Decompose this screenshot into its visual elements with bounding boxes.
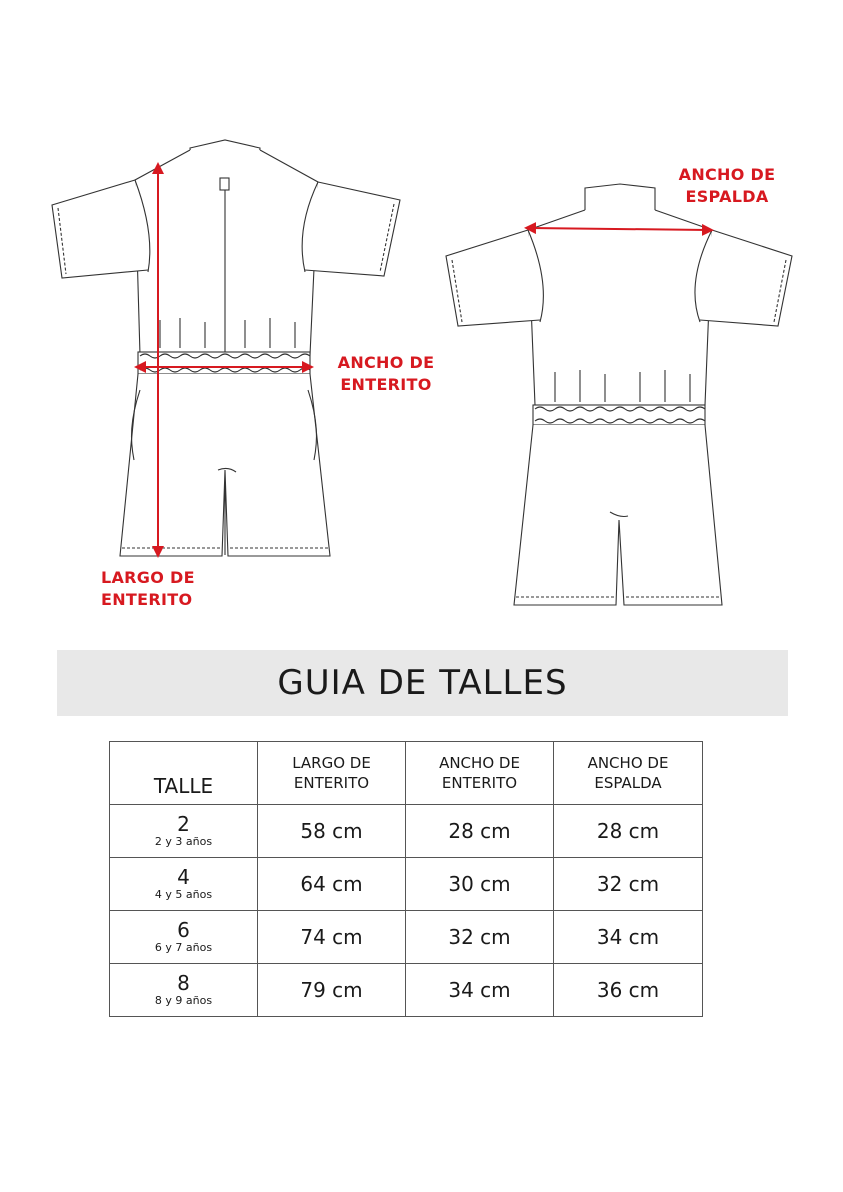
largo-cell: 74 cm [258, 911, 406, 964]
size-cell [110, 964, 258, 1017]
size-age: 2 y 3 años [154, 835, 213, 848]
back-view-drawing [446, 184, 792, 605]
header-espalda [554, 742, 703, 805]
size-table [109, 741, 703, 1017]
size-number: 4 [177, 865, 190, 889]
table-row [110, 858, 703, 911]
size-age: 6 y 7 años [154, 941, 213, 954]
espalda-cell: 28 cm [554, 805, 703, 858]
label-line: ENTERITO [101, 590, 193, 609]
header-line: ANCHO DE [439, 754, 520, 772]
table-header-row [110, 742, 703, 805]
header-line: ANCHO DE [587, 754, 669, 772]
largo-cell: 64 cm [258, 858, 406, 911]
ancho-cell: 32 cm [406, 911, 554, 964]
size-cell [110, 805, 258, 858]
size-number: 2 [177, 812, 190, 836]
header-line: ENTERITO [441, 774, 518, 792]
size-cell [110, 911, 258, 964]
label-line: ESPALDA [685, 187, 769, 206]
label-line: ANCHO DE [337, 353, 435, 372]
label-line: ANCHO DE [678, 165, 776, 184]
header-line: ENTERITO [293, 774, 370, 792]
espalda-cell: 32 cm [554, 858, 703, 911]
label-largo-enterito [101, 567, 195, 611]
espalda-cell: 36 cm [554, 964, 703, 1017]
table-row [110, 911, 703, 964]
label-ancho-enterito [330, 352, 442, 396]
header-talle: TALLE [110, 742, 258, 805]
front-view-drawing [52, 140, 400, 556]
title-banner [57, 650, 788, 716]
label-line: ENTERITO [340, 375, 432, 394]
header-line: ESPALDA [594, 774, 662, 792]
size-cell [110, 858, 258, 911]
table-row [110, 805, 703, 858]
header-line: LARGO DE [292, 754, 371, 772]
espalda-cell: 34 cm [554, 911, 703, 964]
size-number: 6 [177, 918, 190, 942]
ancho-cell: 28 cm [406, 805, 554, 858]
label-ancho-espalda [672, 164, 782, 208]
size-age: 4 y 5 años [154, 888, 213, 901]
size-number: 8 [177, 971, 190, 995]
size-age: 8 y 9 años [154, 994, 213, 1007]
label-line: LARGO DE [101, 568, 195, 587]
ancho-cell: 34 cm [406, 964, 554, 1017]
table-row [110, 964, 703, 1017]
largo-cell: 58 cm [258, 805, 406, 858]
header-largo [258, 742, 406, 805]
header-ancho [406, 742, 554, 805]
largo-cell: 79 cm [258, 964, 406, 1017]
ancho-cell: 30 cm [406, 858, 554, 911]
page-title: GUIA DE TALLES [277, 663, 568, 703]
